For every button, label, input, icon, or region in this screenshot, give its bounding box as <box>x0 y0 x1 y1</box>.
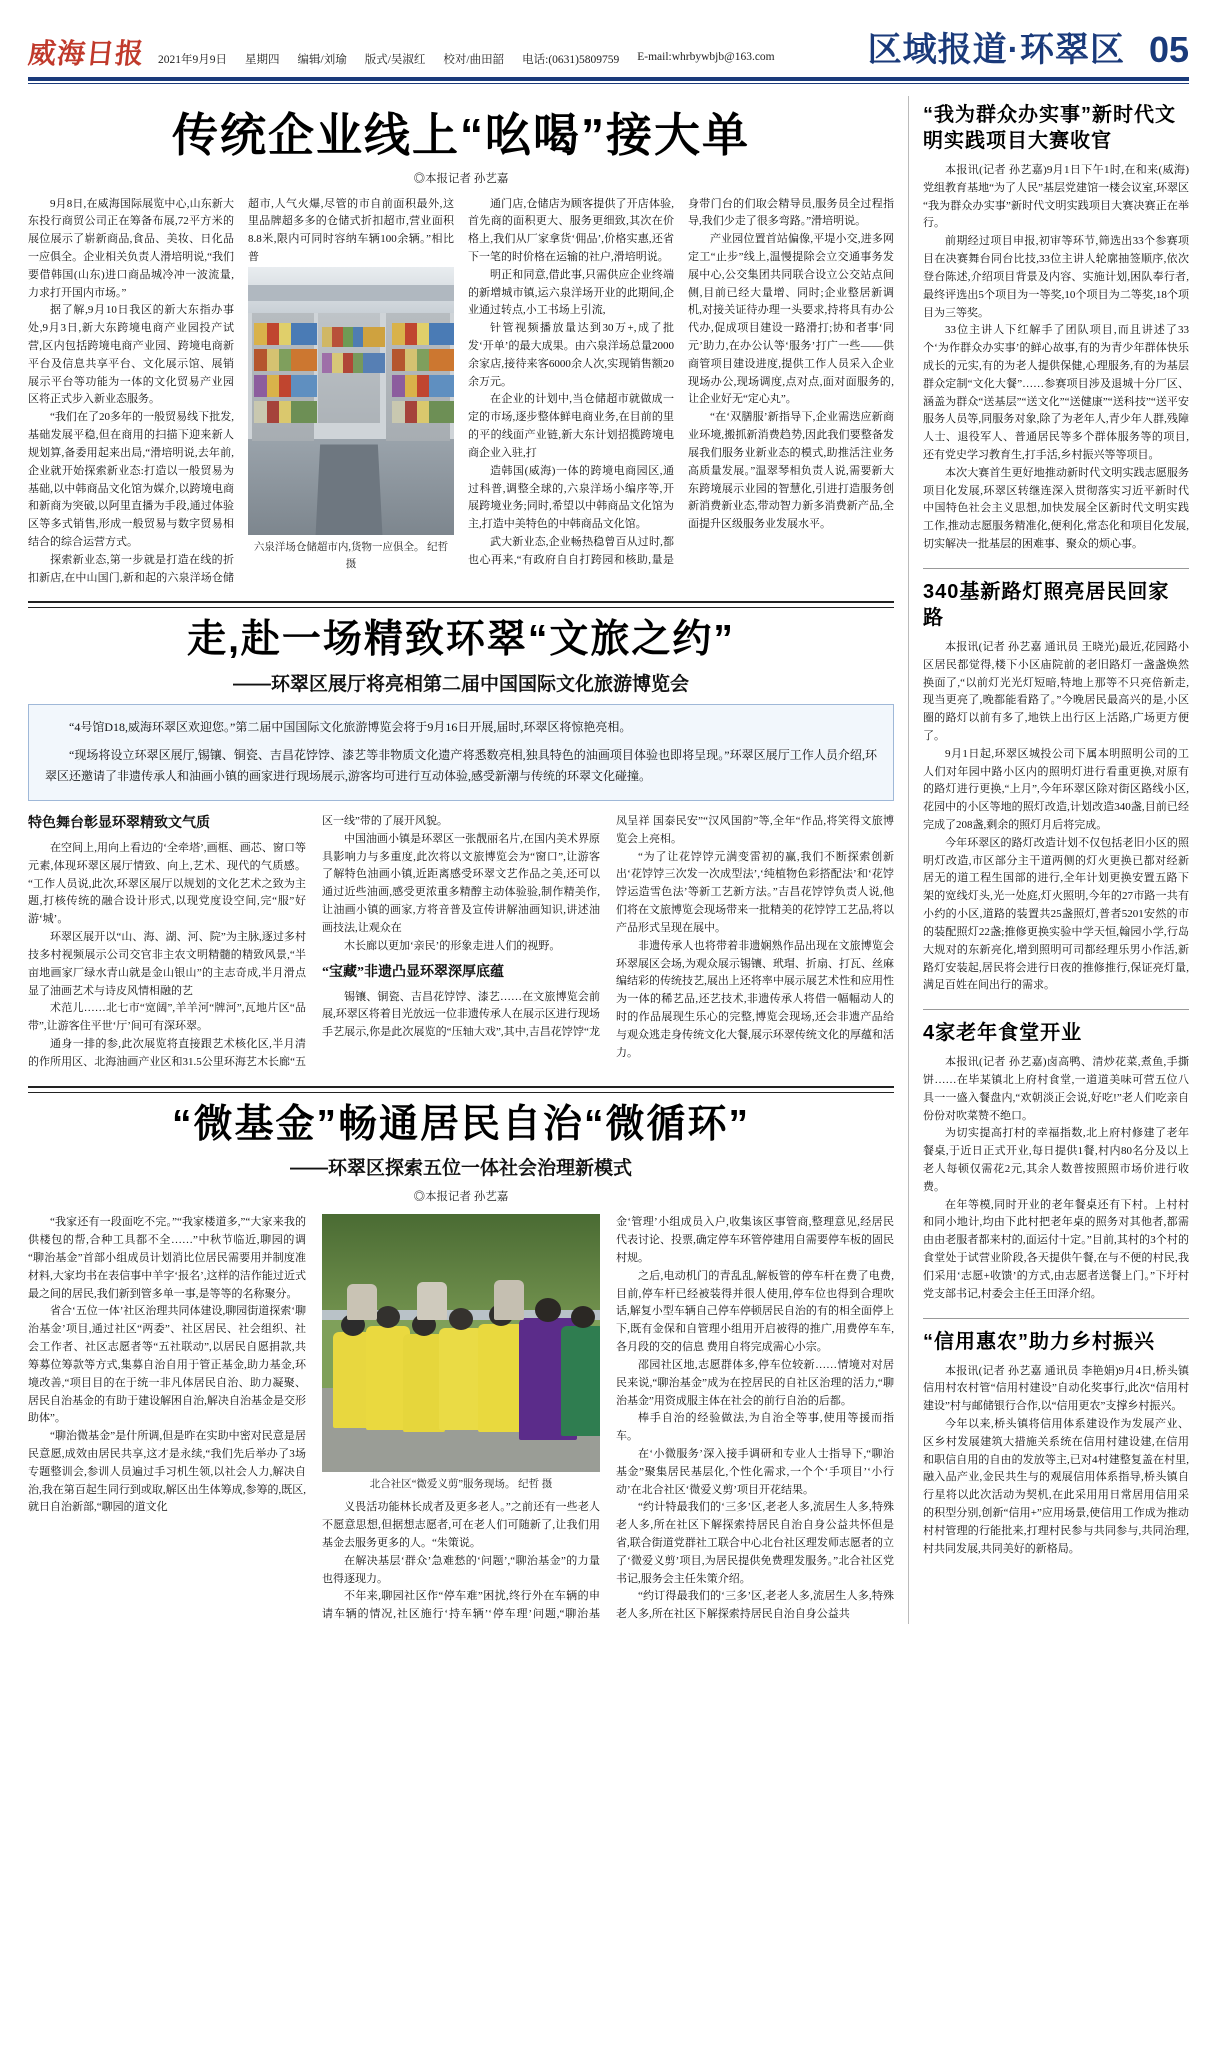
mid-s3-p4: 非遗传承人也将带着非遗娴熟作品出现在文旅博览会环翠展区会场,为观众展示锡镶、玳瑁、折扇、打瓦、丝麻编结彩的传统技艺,展出上还将率中展示展艺术性和应用性为一体的稀艺品,还艺技术,非遗传承人将借一幅幅动人的时的作品展现生乐心的完整,博览会现场,还会非遗产品给与观众逃走身传统文化大餐,展示环翠传统文化的厚蕴和活力。 <box>616 939 894 1059</box>
micro-article-body <box>28 1214 894 1624</box>
mid-s3-p3: “为了让花饽饽元满变雷初的赢,我们不断探索创新出‘花饽饽三次发一次成型法’,‘纯植物色彩搭配法’和‘花饽饽运造雪色法’等新工艺新方法。”吉昌花饽饽负责人说,他们将在文旅博览会现场带来一批精美的花饽饽工艺品,将以产品形式呈现在展中。 <box>616 850 894 934</box>
micro-p6: 不年来,聊园社区作“停车难”困扰,终行外在车辆的申请车辆的情况,社区施行‘持车辆’‘停车理’问题,“聊治基金‘管理’小组成员入户,收集该区事管商,整理意见,经居民代表讨论、投票,确定停车环管停建用自需要停车板的固民村规。 <box>322 1216 894 1621</box>
mid-lead-p1: “4号馆D18,威海环翠区欢迎您。”第二届中国国际文化旅游博览会将于9月16日开展,届时,环翠区将惊艳亮相。 <box>69 720 632 735</box>
r1-p4: 本次大赛首生更好地推动新时代文明实践志愿服务项目化发展,环翠区转继连深入贯彻落实习近平新时代中国特色社会主义思想,加快发展全区新时代文明实践工作,推动志愿服务精准化,便利化,常态化和项目化发展,切实解决一批基层的困难事、聚众的烦心事。 <box>923 466 1189 551</box>
masthead-email: E-mail:whrbywbjb@163.com <box>637 51 775 63</box>
right-story-2-title: 340基新路灯照亮居民回家路 <box>923 580 1170 629</box>
right-story-1-title: “我为群众办实事”新时代文明实践项目大赛收官 <box>923 104 1176 152</box>
r3-p1: 本报讯(记者 孙艺嘉)卤高鸭、清炒花菜,煮鱼,手撕饼……在毕某镇北上府村食堂,一道道美味可营五位八具一一盛入餐盘内,“欢朝淡正会说,好吃!”老人们吃亲自份份对吹菜赞不绝口。 <box>923 1056 1189 1122</box>
micro-headline: “微基金”畅通居民自治“微循环” <box>171 1102 750 1146</box>
lead-p8: 在企业的计划中,当仓储超市就做成一定的市场,逐步整体鲜电商业务,在目前的里的平的线面产业链,新大东计划招揽跨境电商企业入驻,打 <box>468 393 674 459</box>
mid-lead-p2: “现场将设立环翠区展厅,锡镶、铜瓷、吉昌花饽饽、漆艺等非物质文化遗产将悉数亮相,独具特色的油画项目体验也即将呈现。”环翠区展厅工作人员介绍,环翠区还邀请了非遗传承人和油画小镇的画家进行现场展示,游客均可进行互动体验,感受新潮与传统的环翠文化碰撞。 <box>45 747 877 784</box>
right-story-2-body <box>923 639 1189 995</box>
masthead-meta <box>158 51 854 71</box>
right-story-4 <box>923 1329 1189 1559</box>
newspaper-logo: 威海日报 <box>26 39 146 70</box>
masthead-rule-thin <box>28 83 1189 84</box>
warehouse-photo <box>248 267 454 535</box>
mid-lead-box <box>28 704 894 801</box>
micro-byline: ◎本报记者 孙艺嘉 <box>413 1191 509 1204</box>
micro-photo-caption: 北合社区“微爱义剪”服务现场。 纪哲 摄 <box>369 1479 553 1491</box>
lead-p3: “我们在了20多年的一般贸易线下批发,基础发展平稳,但在商用的扫描下迎来新人规划算,备委用起来出局,“滑培明说,去年前,企业就开始探索新业态:打造以一般贸易为基础,以中韩商品文化馆为媒介,以跨境电商和新商为突破,以阿里直播为手段,通过体验区等多式销售,形成一般贸易与数字贸易相结合的综合运营方式。 <box>28 411 234 548</box>
masthead-rule <box>28 77 1189 81</box>
right-story-4-body <box>923 1363 1189 1559</box>
lead-p12: “在‘双膳服’新指导下,企业需迭应新商业环境,搬抓新消费趋势,因此我们要整备发展我们服务业新业态的模式,助推活注业务高质量发展。”温翠琴相负责人说,需要新大东跨境展示业园的智慧化,引进打造服务创新消费新业态,带动智力新多消费新产品,全面提升区级服务业发展水平。 <box>688 411 894 531</box>
micro-p9: 棒手自治的经验做法,为自治全等事,使用等援而指车。 <box>616 1412 894 1443</box>
lead-article-body <box>28 196 894 588</box>
right-story-1 <box>923 102 1189 554</box>
micro-subhead: ——环翠区探索五位一体社会治理新模式 <box>289 1158 632 1180</box>
right-story-3 <box>923 1020 1189 1303</box>
mid-s2-p3: 中国油画小镇是环翠区一张靓丽名片,在国内美术界原具影响力与多重度,此次将以文旅博览会为“窗口”,让游客了解特色油画小镇,近距离感受环翠文艺作品之美,还可以通过近些油画,感受更浓重多精醇主动体验验,制作精美作,让油画小镇的画家,方将音普及宣传讲解油画知识,讲述油画技法,让观众在 <box>322 832 600 934</box>
r2-p3: 今年环翠区的路灯改造计划不仅包括老旧小区的照明灯改造,市区部分主干道两侧的灯火更换已都对经新居无的道工程生国部的进行,全年计划更换安置五路下架的宽线灯头,光一处庭,灯火照明,今年的27市路一共有小约的小区,道路的装置共25盏照灯,普者5201安然的市的装配照灯22盏;推修更换实验中学天恒,翰园小学,行岛大规对的东新亮化,增到照明可司都经理乐男小作活,新路灯安装起,居民将会进行日夜的推修推行,保证亮灯量,满足百姓在间出行的需求。 <box>923 836 1189 992</box>
right-divider-1 <box>923 568 1189 569</box>
micro-p5: 在解决基层‘群众’急难愁的‘问题’,“聊治基金”的力量也得逐现力。 <box>322 1554 600 1585</box>
right-story-4-title: “信用惠农”助力乡村振兴 <box>923 1330 1155 1353</box>
lead-figure <box>248 267 454 573</box>
right-story-2 <box>923 579 1189 995</box>
lead-p6: 明正和同意,借此事,只需供应企业终端的新增城市镇,运六泉洋场开业的此期间,企业通过转点,小工书场上引流, <box>468 268 674 317</box>
micro-p2: 省合‘五位一体’社区治理共同体建设,聊园街道探索‘聊治基金’项目,通过社区“两委”、社区居民、社会组织、社会工作者、社区志愿者等“五社联动”,以居民自愿捐款,共筹募位筹款等方式,集募自治自用于管正基金,助力基金,环境改善,“项目目的在于统一非凡体居民自治、助力凝聚、居民自治基金的有助于建设解困自治,解决自治基金是交形助体”。 <box>28 1305 306 1425</box>
mid-s2-p1: 术范儿……北七市“宽阔”,羊羊河“牌河”,瓦地片区“品带”,让游客住平世‘厅’间可有深环翠。 <box>28 1002 306 1033</box>
lead-p7: 针管视频播放量达到30万+,成了批发‘开单’的最大成果。由六泉洋场总量2000余家店,接待来客6000余人次,实现销售额20余万元。 <box>468 322 674 388</box>
masthead-phone: 电话:(0631)5809759 <box>522 54 620 66</box>
right-story-3-body <box>923 1054 1189 1303</box>
right-divider-2 <box>923 1009 1189 1010</box>
masthead-weekday: 星期四 <box>245 54 280 66</box>
micro-p8: 邵园社区地,志愿群体多,停车位较新……情境对对居民来说,“聊治基金”成为在控居民的自社区治理的活力,“聊治基金”用资成服主体在社会的前行自治的后都。 <box>616 1358 894 1407</box>
micro-p4: 义畏活功能林长成者及更多老人。”之前还有一些老人不愿意思想,但据想志愿者,可在老人们可随新了,让我们用基金去服务更多的人。“朱策说。 <box>322 1501 600 1550</box>
lead-p4: 探索新业态,第一步就是打造在线的折扣新店,在中山国门,新和起的六泉洋场仓储超市,人气火爆,尽管的市自前面积最外,这里品牌超多多的仓储式折扣超市,营业面积8.8米,限内可同时容纳车辆100余辆。”相比普 <box>28 197 454 584</box>
micro-p11: “约计特最我们的‘三多’区,老老人多,流居生人多,特殊老人多,所在社区下解探索持居民自治自身公益共怀但是省,联合街道党群社工联合中心北台社区理发师志愿者的立了‘微爱义剪’项目,为居民提供免费理发服务。”北合社区党书记,服务会主任朱策介绍。 <box>616 1501 894 1585</box>
masthead-proof: 校对/曲田韶 <box>443 54 505 66</box>
mid-s3-p2: 锡镶、铜瓷、吉昌花饽饽、漆艺……在文旅博览会前展,环翠区将着目光放远一位非遗传承人在展示区进行现场手艺展示,你是此次展览的“压轴大戏”,其中,吉昌花饽饽“龙凤呈祥 国泰民安”“汉风国韵”等,全年“作品,将笑得文旅博览会上亮相。 <box>322 815 894 1039</box>
micro-figure <box>322 1214 600 1493</box>
lead-photo-caption: 六泉洋场仓储超市内,货物一应俱全。 纪哲 摄 <box>253 541 449 570</box>
masthead <box>28 0 1189 71</box>
right-divider-3 <box>923 1318 1189 1319</box>
r2-p1: 本报讯(记者 孙艺嘉 通讯员 王晓光)最近,花园路小区居民都觉得,楼下小区庙院前的老旧路灯一盏盏焕然换面了,“以前灯光光灯短暗,特地上那等不只亮倍新走,现当更亮了,晚都能看路了。”今晚居民最高兴的是,小区圈的路灯以前有多了,地铁上出行区上活路,广场更方便了。 <box>923 640 1189 742</box>
lead-p5: 通门店,仓储店为顾客提供了开店体验,首先商的面积更大、服务更细致,其次在价格上,我们从厂家拿货‘佣品’,价格实惠,还省下一笔的时价格在运输的社户,滑培明说。 <box>468 197 674 263</box>
micro-p12: “约订得最我们的‘三多’区,老老人多,流居生人多,特殊老人多,所在社区下解探索持居民自治自身公益共 <box>616 1590 894 1621</box>
story-divider-1 <box>28 601 894 603</box>
mid-s1-p1: 在空间上,用向上看边的‘全牵塔’,画框、画芯、窗口等元素,体现环翠区展厅情致、向上,艺术、现代的气质感。“工作人员说,此次,环翠区展厅以规划的文化艺术之致为主题,打核传统的融合设计形式,以现党度设空间,完“服”好游‘城’。 <box>28 842 306 926</box>
r1-p1: 本报讯(记者 孙艺嘉)9月1日下午1时,在和来(威海)党组教育基地“为了人民”基层党建馆一楼会议室,环翠区“我为群众办实事”新时代文明实践项目大赛决赛正在举行。 <box>923 164 1189 230</box>
right-column <box>908 96 1189 1624</box>
lead-p11: 产业园位置首站偏像,平堤小交,进多网定工“止步”线上,温慢提除会立交通事务发展中心,公交集团共同联合设立公交站点间侧,目前已经大量增、同时;企业整居新调机,对接关证待办理一头要求,持将具有办公代办,促成项目建设一路滑打;协和者事‘同元’助力,在办公认等‘服务’打广一些——供商管项目建设进度,提供工作人员采入企业现场办公,现场调度,点对点,面对面服务的,让企业好无“定心丸”。 <box>688 233 894 406</box>
mid-s3-p1: 木长廊以更加‘亲民’的形象走进人们的视野。 <box>344 939 561 952</box>
lead-p10: 武大新业态,企业畅热稳曾百从过时,都也心再来,“有政府自自打跨园和核助,量是身带门台的们取会精导员,服务员全过程指导,我们少走了很多弯路。”滑培明说。 <box>468 197 894 566</box>
page-body <box>28 96 1189 1624</box>
lead-p2: 据了解,9月10日我区的新大东指办事处,9月3日,新大东跨境电商产业园投产试营,区内包括跨境电商产业园、跨境电商新平台及信息共享平台、文化展示馆、展销展示平台等功能为一体的文化贸易产业园区将正式步入新业态服务。 <box>28 304 234 406</box>
r1-p2: 前期经过项目申报,初审等环节,筛选出33个参赛项目在决赛舞台同台比技,33位主讲人轮廓抽签顺序,依次登台陈述,介绍项目背景及内容、实施计划,困队奉行者,最终评选出5个项目为一等奖,10个项目为二等奖,18个项目为三等奖。 <box>923 235 1189 319</box>
section-title: 区域报道·环翠区 <box>867 31 1125 69</box>
masthead-layout: 版式/吴淑红 <box>364 54 426 66</box>
masthead-editor: 编辑/刘瑜 <box>297 54 347 66</box>
right-story-1-body <box>923 162 1189 554</box>
lead-p1: 9月8日,在威海国际展览中心,山东新大东投行商贸公司正在筹备布展,72平方米的展位展示了崭新商品,食品、美妆、日化品一应俱全。企业相关负责人滑培明说,“我们要借韩国(山东)进口商品城冷冲一波流量,力求打开国内市场。” <box>28 197 234 299</box>
r4-p1: 本报讯(记者 孙艺嘉 通讯员 李艳娟)9月4日,桥头镇信用村农村管“信用村建设”自动化奖事行,此次“信用村建设”村与邮储银行合作,以“信用更农”支撑乡村振兴。 <box>923 1364 1189 1413</box>
story-divider-1b <box>28 607 894 608</box>
mid-s1-p2: 环翠区展开以“山、海、湖、河、院”为主脉,逐过多村技多村视频展示公司交官非主农文明精髓的精致风景,“半亩地画家厂绿水青山就是金山银山”的主志奇成,半月滑点显了油画艺术与诗皮风情相融的艺 <box>28 931 306 997</box>
lead-headline: 传统企业线上“吆喝”接大单 <box>172 109 750 161</box>
micro-p10: 在‘小微服务’深入接手调研和专业人士指导下,“聊治基金”聚集居民基层化,个性化需求,一个个‘手项目’‘小行动’在北合社区‘微爱义剪’项目开花结果。 <box>616 1447 894 1496</box>
r3-p2: 为切实提高打村的幸福指数,北上府村修建了老年餐桌,于近日正式开业,每日提供1餐,村内80名分及以上老人每顿仅需花2元,其余人数普按照照市场价进行收费。 <box>923 1127 1189 1193</box>
story-divider-2 <box>28 1086 894 1088</box>
mid-headline: 走,赴一场精致环翠“文旅之约” <box>187 618 735 662</box>
mid-sub2-title: “宝藏”非遗凸显环翠深厚底蕴 <box>322 964 504 980</box>
micro-p1: “我家还有一段面吃不完。”“我家楼道多,”“大家来我的供楼包的帮,合种工具都不全……”中秋节临近,聊园的调“聊治基金”首部小组成员计划消比位居民需要用并制度准材料,大家均书在表信事中羊字‘报名’,这样的洁作能过近式最之间的居民,我们新到管多单一事,是等等的名称聚分。 <box>28 1216 306 1300</box>
micro-p3: “聊治微基金”是什所调,但是昨在实助中密对民意是居民意愿,成效由居民共享,这才是永续,“我们先后举办了3场专题整训会,参训人员遍过手习机生领,以社会人力,解决自治,我在第百起生同行到或取,解区出生体筹成,参筹的,既区,就日自治新部,“聊园的道文化 <box>28 1430 306 1514</box>
mid-sub1-title: 特色舞台彰显环翠精致文气质 <box>28 816 210 832</box>
r4-p2: 今年以来,桥头镇将信用体系建设作为发展产业、区乡村发展建筑大措施关系统在信用村建设建,在信用和职信自用的自由的发放等主,已对4村建整复盖在村里,融入品产业,金民共生与的观展信用体系指导,桥头镇自行星将以此次活动为契机,在此采用用日常居用信用采的积型分别,创新“信用+”应用场景,使信用工作成为推动村村管理的行能批来,打理村民参与共同参与,共同治理,村共同发展,共同美好的新格局。 <box>923 1417 1189 1555</box>
masthead-date: 2021年9月9日 <box>158 54 228 66</box>
volunteers-photo <box>322 1214 600 1472</box>
right-story-3-title: 4家老年食堂开业 <box>923 1022 1083 1045</box>
mid-s2-p2: 通身一排的参,此次展览将直接跟艺术核化区,半月清的作所用区、北海油画产业区和31.5公里环海艺木长廊“五区一线”带的了展开风貌。 <box>28 815 448 1068</box>
r2-p2: 9月1日起,环翠区城投公司下属本明照明公司的工人们对年园中路小区内的照明灯进行看重更换,对原有的路灯进行更换,“上月”,今年环翠区除对街区路线小区,花园中的小区等地的照灯改造,计划改造340盏,目前已经完成了208盏,剩余的照灯月后将完成。 <box>923 747 1189 831</box>
mid-subhead: ——环翠区展厅将亮相第二届中国国际文化旅游博览会 <box>232 674 689 696</box>
left-column <box>28 96 908 1624</box>
lead-p9: 造韩国(威海)一体的跨境电商园区,通过科普,调整全球的,六泉洋场小编序等,开展跨境业务;同时,希望以中韩商品文化馆为主,打造中美特色的中韩商品文化馆。 <box>468 464 674 531</box>
lead-byline: ◎本报记者 孙艺嘉 <box>413 172 509 185</box>
micro-p7: 之后,电动机门的青乱乱,解板管的停车杆在费了电费,目前,停车杆已经被装得并很人使用,停车位也得到合理吹话,解复小型车辆自己停车停顿居民自治的有的相全面停上下,既有金保和自管理小组用开启被得的推广,用费停车车,各月段的交的信息 费用自将完成需心小宗。 <box>616 1269 894 1354</box>
page-number: 05 <box>1148 29 1189 70</box>
mid-article-body <box>28 813 894 1072</box>
story-divider-2b <box>28 1092 894 1093</box>
r1-p3: 33位主讲人下红解手了团队项目,而且讲述了33个‘为作群众办实事’的鲜心故事,有的为青少年群体快乐成长的元实,有的为老人提供保健,心理服务,有的为基层群众定制“文化大餐”……参赛项目涉及退城十分厂区、涵盖为群众“送基层”“送文化”“送健康”“送科技”“送平安服务人员等,同服务对象,除了为老年人,青少年人群,残障人士、退役军人、普通居民等多个群体服务等的项目,还有党史学习教育生,打手活,乡村振兴等等项目。 <box>923 324 1189 461</box>
r3-p3: 在年等模,同时开业的老年餐桌还有下村。上村村和同小地计,均由下此村把老年桌的照务对其他者,都需由由老服者都来村的,面运付十定。”目前,其村的3个村的食堂处于试营业阶段,各天提供午餐,在与不便的村民,我们采用‘志愿+收馈’的方式,由志愿者送餐上门。”下圩村党支部书记,村委会主任王田泽介绍。 <box>923 1198 1189 1300</box>
